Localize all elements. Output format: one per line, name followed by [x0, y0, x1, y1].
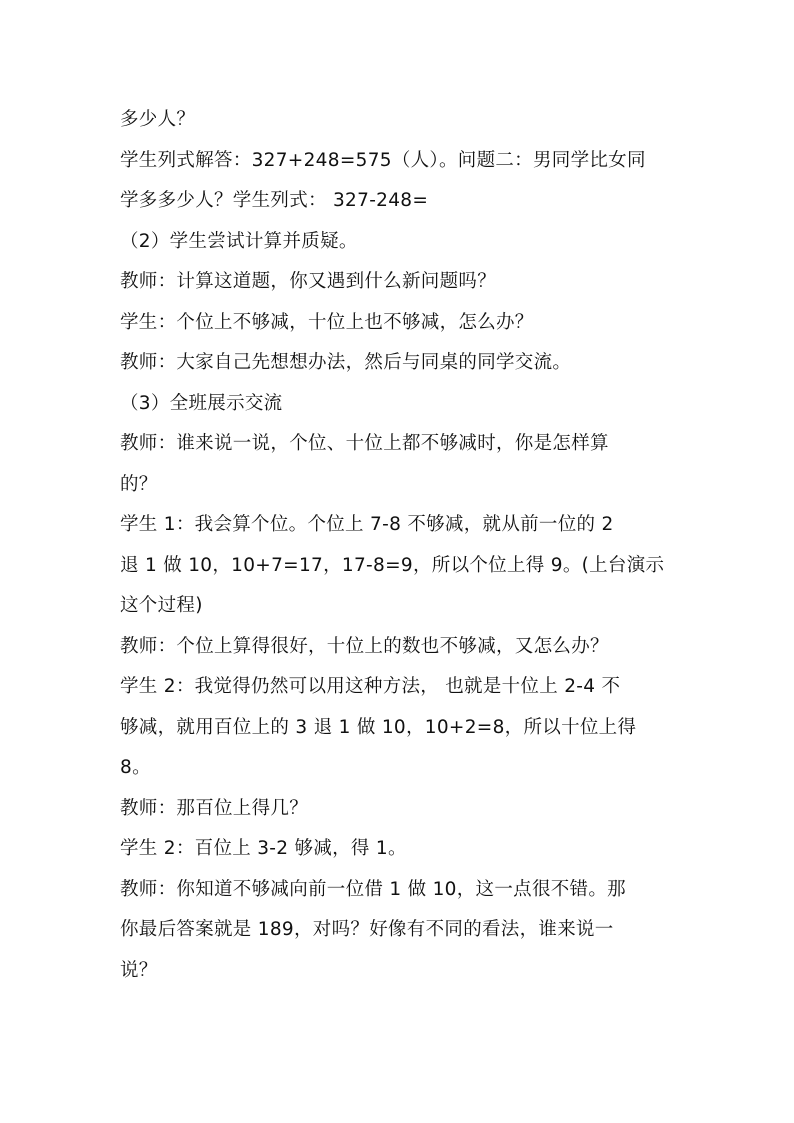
text-line: 学生列式解答：327+248=575（人）。问题二：男同学比女同: [120, 149, 646, 171]
text-line: 学生 2：我觉得仍然可以用这种方法， 也就是十位上 2-4 不: [120, 676, 621, 697]
text-line: 够减，就用百位上的 3 退 1 做 10，10+2=8，所以十位上得: [120, 716, 637, 738]
text-line: 教师：你知道不够减向前一位借 1 做 10，这一点很不错。那: [120, 878, 626, 900]
text-line: （2）学生尝试计算并质疑。: [120, 230, 358, 252]
text-line: 的？: [120, 473, 158, 495]
text-line: 教师：计算这道题，你又遇到什么新问题吗？: [120, 271, 497, 292]
text-line: 多少人？: [120, 109, 196, 130]
document-body: [120, 100, 680, 991]
text-line: 你最后答案就是 189，对吗？好像有不同的看法，谁来说一: [120, 919, 614, 940]
text-line: 教师：那百位上得几？: [120, 797, 309, 819]
text-line: 说？: [120, 959, 158, 981]
text-line: 学生 1：我会算个位。个位上 7-8 不够减，就从前一位的 2: [120, 514, 614, 535]
text-line: 学多多少人？学生列式： 327-248=: [120, 190, 429, 211]
text-line: （3）全班展示交流: [120, 392, 283, 414]
text-line: 教师：大家自己先想想办法，然后与同桌的同学交流。: [120, 352, 572, 373]
text-line: 学生：个位上不够减，十位上也不够减，怎么办？: [120, 311, 534, 333]
text-line: 8。: [120, 757, 151, 778]
text-line: 退 1 做 10，10+7=17，17-8=9，所以个位上得 9。(上台演示: [120, 554, 665, 576]
text-line: 学生 2：百位上 3-2 够减，得 1。: [120, 838, 407, 859]
text-line: 这个过程): [120, 595, 203, 616]
text-line: 教师：谁来说一说，个位、十位上都不够减时，你是怎样算: [120, 433, 609, 454]
text-line: 教师：个位上算得很好，十位上的数也不够减，又怎么办？: [120, 635, 609, 657]
